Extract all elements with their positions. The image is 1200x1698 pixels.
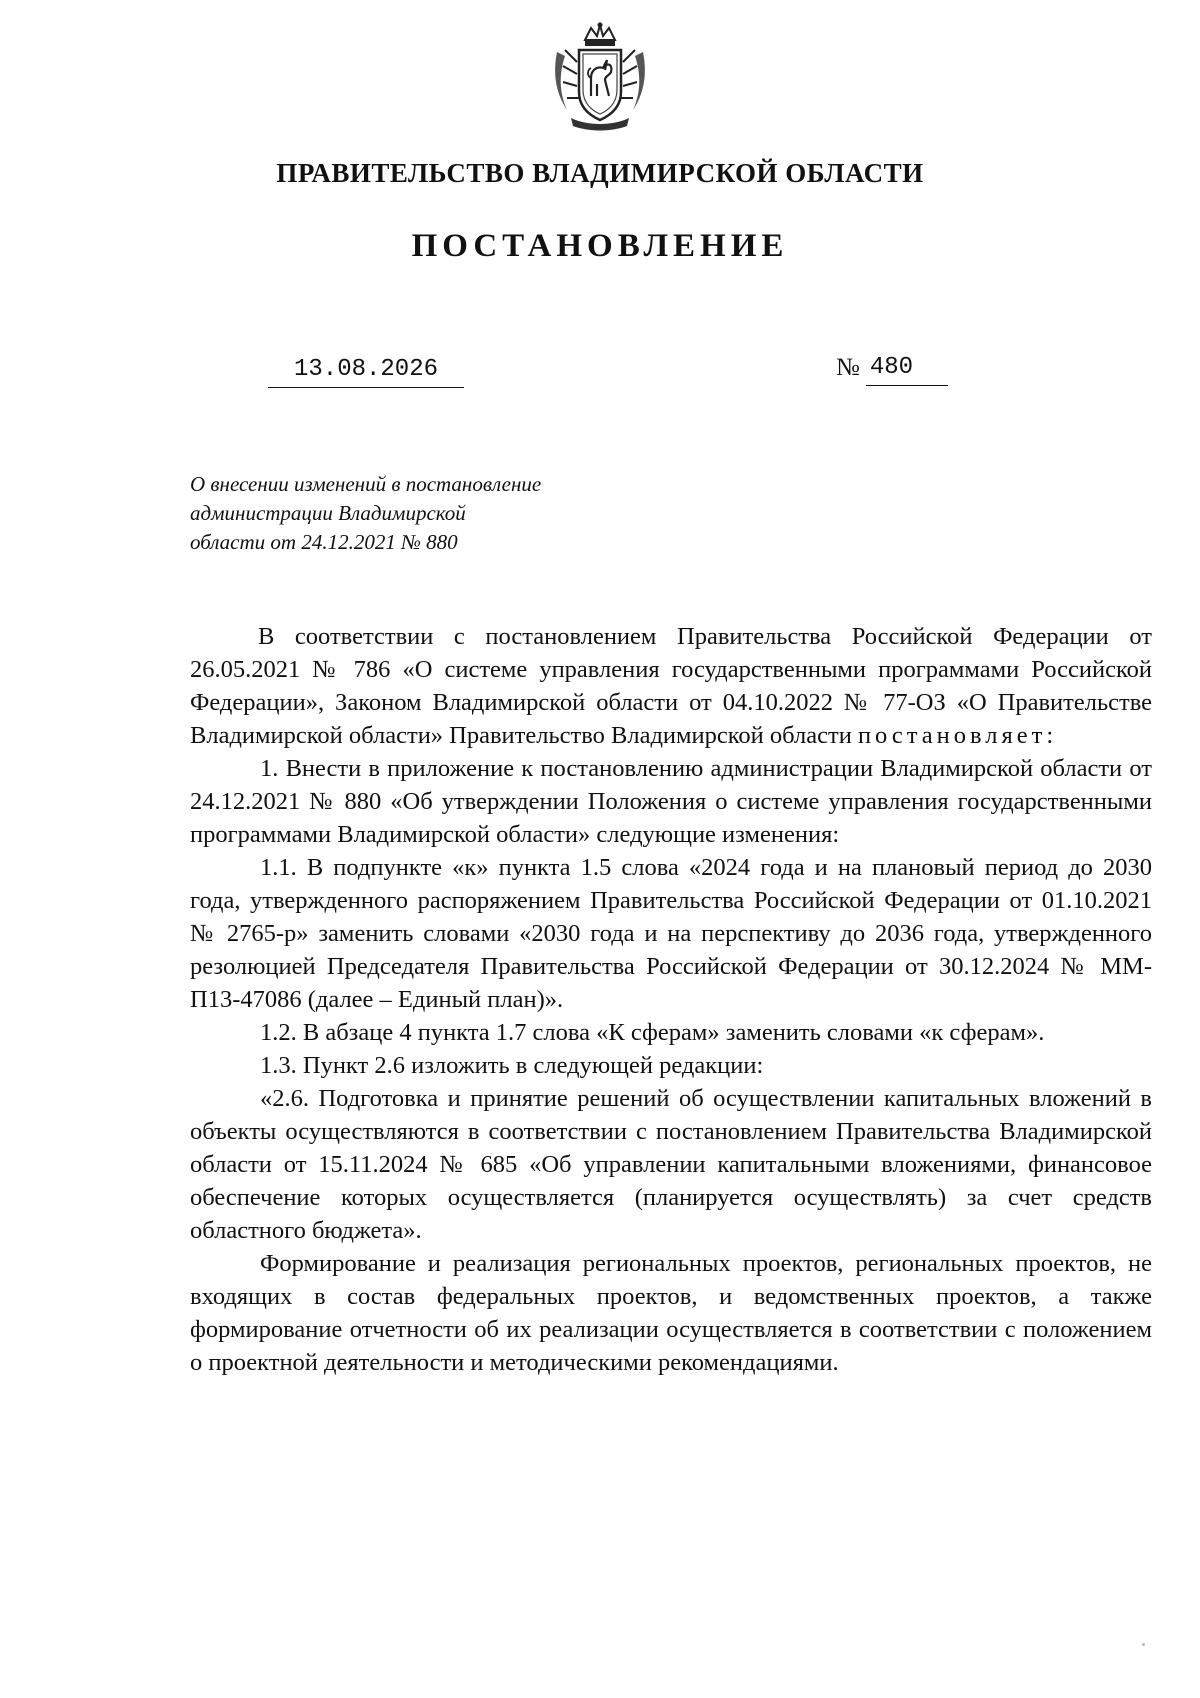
item-1-2: 1.2. В абзаце 4 пункта 1.7 слова «К сферам» заменить словами «к сферам». <box>260 1019 1045 1046</box>
organization-title: ПРАВИТЕЛЬСТВО ВЛАДИМИРСКОЙ ОБЛАСТИ <box>276 158 924 188</box>
document-body <box>190 620 1152 1379</box>
item-1-3: 1.3. Пункт 2.6 изложить в следующей редакции: <box>260 1052 764 1079</box>
document-date: 13.08.2026 <box>268 353 464 388</box>
document-type: ПОСТАНОВЛЕНИЕ <box>411 228 789 264</box>
subject-line: области от 24.12.2021 № 880 <box>190 530 458 554</box>
subject-line: О внесении изменений в постановление <box>190 472 542 496</box>
coat-of-arms-icon <box>547 22 653 132</box>
number-sign: № <box>836 354 860 381</box>
item-2-6-quote: «2.6. Подготовка и принятие решений об осуществлении капитальных вложений в объекты осуществляются в соответствии с постановлением Правительства Владимирской области от 15.11.2024 № 685 «Об управлении капитальными вложениями, финансовое обеспечение которых осуществляется (планируется осуществлять) за счет средств областного бюджета». <box>190 1085 1152 1244</box>
item-1: 1. Внести в приложение к постановлению администрации Владимирской области от 24.12.2021 № 880 «Об утверждении Положения о системе управления государственными программами Владимирской области» следующие изменения: <box>190 755 1152 848</box>
document-subject <box>190 470 620 557</box>
scan-speck <box>1142 1643 1145 1646</box>
item-1-1: 1.1. В подпункте «к» пункта 1.5 слова «2024 года и на плановый период до 2030 года, утвержденного распоряжением Правительства Российской Федерации от 01.10.2021 № 2765-р» заменить словами «2030 года и на перспективу до 2036 года, утвержденного резолюцией Председателя Правительства Российской Федерации от 30.12.2024 № ММ-П13-47086 (далее – Единый план)». <box>190 854 1152 1013</box>
document-number-value: 480 <box>866 351 948 386</box>
preamble-text: В соответствии с постановлением Правительства Российской Федерации от 26.05.2021 № 786 «О системе управления государственными программами Российской Федерации», Законом Владимирской области от 04.10.2022 № 77-ОЗ «О Правительстве Владимирской области» Правительство Владимирской области <box>190 623 1152 749</box>
subject-line: администрации Владимирской <box>190 501 466 525</box>
document-number <box>836 351 948 385</box>
projects-paragraph: Формирование и реализация региональных проектов, региональных проектов, не входящих в состав федеральных проектов, и ведомственных проектов, а также формирование отчетности об их реализации осуществляется в соответствии с положением о проектной деятельности и методическими рекомендациями. <box>190 1250 1152 1376</box>
preamble-paragraph <box>190 620 1152 752</box>
preamble-verb: постановляет: <box>857 722 1058 749</box>
